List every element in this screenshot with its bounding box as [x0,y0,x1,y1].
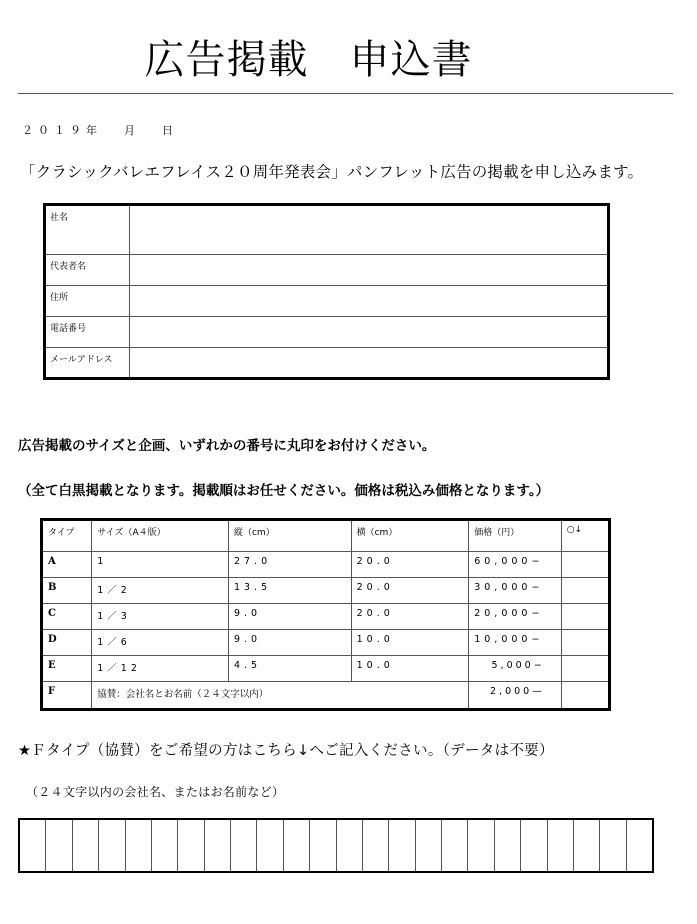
char-cell[interactable] [521,820,547,871]
row-height: 4.5 [228,656,351,682]
representative-field[interactable] [130,255,609,286]
row-price: 2,000— [469,682,561,710]
table-row [42,552,610,578]
table-row [42,682,610,710]
date-day: 日 [162,124,178,137]
char-cell[interactable] [468,820,494,871]
row-size: 1／3 [92,604,229,630]
label-company-name: 社名 [45,205,130,255]
row-width: 10.0 [351,630,469,656]
table-row [42,604,610,630]
title-divider [18,93,673,94]
char-cell[interactable] [574,820,600,871]
label-email: メールアドレス [45,348,130,379]
char-cell[interactable] [257,820,283,871]
address-field[interactable] [130,286,609,317]
row-price: 20,000− [469,604,561,630]
row-height: 9.0 [228,630,351,656]
table-row [42,578,610,604]
row-width: 20.0 [351,604,469,630]
application-statement: 「クラシックバレエフレイス２０周年発表会」パンフレット広告の掲載を申し込みます。 [20,163,644,181]
date-line [22,122,178,138]
row-height: 9.0 [228,604,351,630]
char-cell[interactable] [442,820,468,871]
sponsor-description: 協賛：会社名とお名前（２４文字以内） [92,682,469,710]
row-type: E [42,656,92,682]
phone-field[interactable] [130,317,609,348]
label-phone: 電話番号 [45,317,130,348]
char-cell[interactable] [310,820,336,871]
table-header-row [42,520,610,552]
char-cell[interactable] [20,820,46,871]
row-width: 20.0 [351,552,469,578]
page-title: 広告掲載 申込書 [144,37,473,83]
header-type: タイプ [42,520,92,552]
char-cell[interactable] [548,820,574,871]
terms-notice: （全て白黒掲載となります。掲載順はお任せください。価格は税込み価格となります。） [18,483,550,499]
row-price: 30,000− [469,578,561,604]
row-price: 10,000− [469,630,561,656]
char-cell[interactable] [416,820,442,871]
table-row [42,630,610,656]
row-size: 1／2 [92,578,229,604]
row-select-cell[interactable] [561,656,609,682]
char-cell[interactable] [627,820,652,871]
char-cell[interactable] [363,820,389,871]
header-size: サイズ（A４版） [92,520,229,552]
sponsor-instruction: ★Ｆタイプ（協賛）をご希望の方はこちら↓へご記入ください。（データは不要） [18,743,554,759]
header-select: ○↓ [561,520,609,552]
row-select-cell[interactable] [561,552,609,578]
ad-size-table [40,518,611,711]
char-cell[interactable] [337,820,363,871]
row-price: 60,000− [469,552,561,578]
row-select-cell[interactable] [561,630,609,656]
company-info-form [43,203,610,380]
char-cell[interactable] [152,820,178,871]
label-address: 住所 [45,286,130,317]
char-cell[interactable] [46,820,72,871]
row-height: 27.0 [228,552,351,578]
row-select-cell[interactable] [561,578,609,604]
label-representative: 代表者名 [45,255,130,286]
char-cell[interactable] [126,820,152,871]
row-select-cell[interactable] [561,682,609,710]
header-price: 価格（円） [469,520,561,552]
row-size: 1／6 [92,630,229,656]
row-type: D [42,630,92,656]
char-cell[interactable] [178,820,204,871]
row-size: 1／12 [92,656,229,682]
row-select-cell[interactable] [561,604,609,630]
char-cell[interactable] [389,820,415,871]
char-cell[interactable] [231,820,257,871]
row-price: 5,000− [469,656,561,682]
sponsor-subnote: （２４文字以内の会社名、またはお名前など） [26,785,285,799]
char-cell[interactable] [600,820,626,871]
row-type: B [42,578,92,604]
header-width: 横（cm） [351,520,469,552]
company-name-field[interactable] [130,205,609,255]
char-cell[interactable] [284,820,310,871]
date-month: 月 [124,124,140,137]
email-field[interactable] [130,348,609,379]
selection-instruction: 広告掲載のサイズと企画、いずれかの番号に丸印をお付けください。 [18,438,436,454]
table-row [42,656,610,682]
char-cell[interactable] [495,820,521,871]
char-cell[interactable] [205,820,231,871]
row-size: 1 [92,552,229,578]
row-type: C [42,604,92,630]
row-width: 10.0 [351,656,469,682]
char-cell[interactable] [73,820,99,871]
row-type: F [42,682,92,710]
sponsor-name-grid[interactable] [18,818,654,873]
row-type: A [42,552,92,578]
date-year: ２０１９年 [22,124,102,137]
row-width: 20.0 [351,578,469,604]
header-height: 縦（cm） [228,520,351,552]
char-cell[interactable] [99,820,125,871]
row-height: 13.5 [228,578,351,604]
